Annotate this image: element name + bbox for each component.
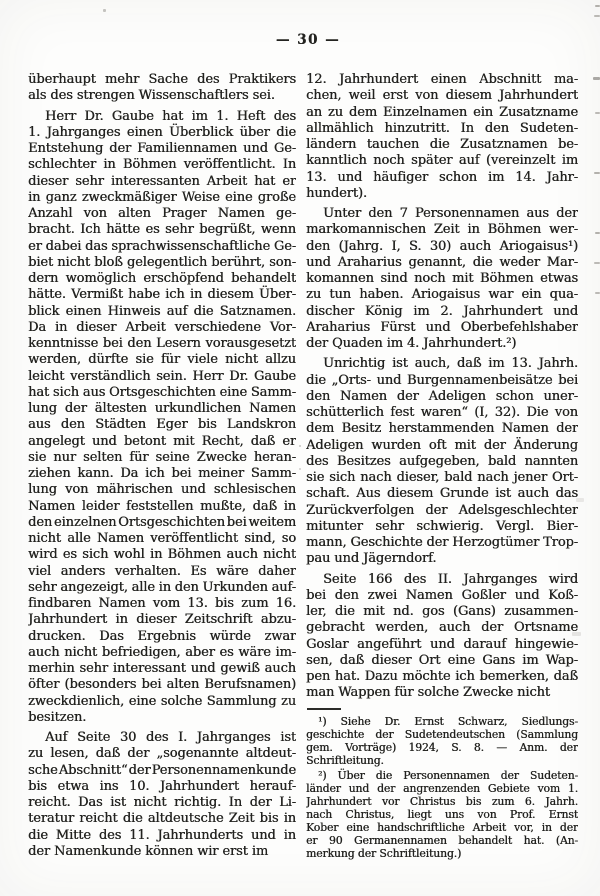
text-line: Zurückverfolgen der Adelsgeschlechter xyxy=(306,502,578,518)
text-line: die „Orts- und Burgennamenbeisätze bei xyxy=(306,372,578,388)
scan-artifact xyxy=(594,262,600,264)
text-line: lung der ältesten urkundlichen Namen xyxy=(28,401,296,416)
text-line: blick einen Hinweis auf die Satznamen. xyxy=(28,303,296,319)
text-line: bei den zwei Namen Goßler und Koß- xyxy=(306,587,578,603)
text-line: sche Abschnitt“ der Personennamenkunde xyxy=(28,762,296,778)
text-line: Goslar angeführt und darauf hingewie- xyxy=(306,636,578,652)
text-line: der Namenkunde können wir erst im xyxy=(28,843,269,859)
text-line: den einzelnen Ortsgeschichten bei weitem xyxy=(28,514,296,530)
text-line: kenntnisse bei den Lesern vorausgesetzt xyxy=(28,336,296,351)
paragraph xyxy=(28,109,296,727)
text-line: zu tun haben. Ariogaisus war ein qua- xyxy=(306,287,578,303)
text-line: Seite 166 des II. Jahrganges wird xyxy=(323,571,578,587)
text-line: den Namen der Adeligen schon uner- xyxy=(306,388,578,404)
text-line: dern womöglich erschöpfend behandelt xyxy=(28,271,296,286)
text-line: den (Jahrg. I, S. 30) auch Ariogaisus¹) xyxy=(306,238,578,254)
text-line: merhin sehr interessant und gewiß auch xyxy=(28,661,296,676)
text-line: an zu dem Einzelnamen ein Zusatzname xyxy=(306,104,578,120)
text-line: drucken. Das Ergebnis würde zwar xyxy=(28,628,296,644)
text-line: gem. Vorträge) 1924, S. 8. — Anm. der xyxy=(306,740,578,754)
footnote-separator-rule xyxy=(307,708,341,710)
text-line: schlechter in Böhmen veröffentlicht. In xyxy=(28,157,296,173)
text-line: nicht alle Namen veröffentlicht sind, so xyxy=(28,531,296,546)
paragraph xyxy=(306,769,578,861)
text-line: 13. und häufiger schon im 14. Jahr- xyxy=(306,169,578,185)
text-line: bis etwa ins 10. Jahrhundert herauf- xyxy=(28,778,296,794)
text-line: als des strengen Wissenschaftlers sei. xyxy=(28,88,275,104)
text-line: merkung der Schriftleitung.) xyxy=(306,847,462,861)
paragraph xyxy=(306,72,578,202)
scan-artifact xyxy=(595,5,600,7)
scan-artifact xyxy=(299,468,301,470)
text-line: geschichte der Sudetendeutschen (Sammlung xyxy=(306,727,578,741)
text-line: zu lesen, daß der „sogenannte altdeut- xyxy=(28,746,296,762)
scan-artifact xyxy=(595,112,600,114)
text-line: des Besitzes aufgegeben, bald nannten xyxy=(306,453,578,469)
text-line: chen, weil erst von diesem Jahrhundert xyxy=(306,88,578,104)
scan-artifact xyxy=(595,292,600,294)
text-line: dieser sehr interessanten Arbeit hat er xyxy=(28,173,296,189)
text-line: sen, daß dieser Ort eine Gans im Wap- xyxy=(306,652,578,668)
paragraph xyxy=(28,72,296,105)
scan-artifact xyxy=(299,445,301,447)
footnotes xyxy=(306,715,578,861)
right-text-column xyxy=(306,72,578,861)
text-line: Da in dieser Arbeit verschiedene Vor- xyxy=(28,319,296,335)
scan-artifact xyxy=(595,232,600,234)
right-column-body xyxy=(306,72,578,702)
text-line: leicht verständlich sein. Herr Dr. Gaube xyxy=(28,368,296,384)
paragraph xyxy=(28,730,296,860)
text-line: aus den Städten Eger bis Landskron xyxy=(28,417,296,433)
text-line: kanntlich noch später auf (vereinzelt im xyxy=(306,153,578,169)
text-line: schütterlich fest waren“ (I, 32). Die von xyxy=(306,405,578,420)
text-line: Auf Seite 30 des I. Jahrganges ist xyxy=(45,730,296,745)
text-line: Schriftleitung. xyxy=(306,753,384,767)
page-number: — 30 — xyxy=(275,32,341,48)
text-line: ¹) Siehe Dr. Ernst Schwarz, Siedlungs- xyxy=(318,714,578,728)
text-line: discher König im 2. Jahrhundert und xyxy=(306,303,578,319)
text-line: Namen leider feststellen mußte, daß in xyxy=(28,498,296,514)
text-line: pau und Jägerndorf. xyxy=(306,551,437,567)
text-line: werden, dürfte sie für viele nicht allzu xyxy=(28,352,296,368)
text-line: 12. Jahrhundert einen Abschnitt ma- xyxy=(306,72,578,87)
text-line: pen hat. Dazu möchte ich bemerken, daß xyxy=(306,669,578,684)
paragraph xyxy=(306,572,578,702)
text-line: zweckdienlich, eine solche Sammlung zu xyxy=(28,693,296,709)
text-line: lung von mährischen und schlesischen xyxy=(28,482,296,498)
text-line: er 90 Germanennamen behandelt hat. (An- xyxy=(306,834,578,848)
scan-artifact xyxy=(576,498,584,502)
scan-artifact xyxy=(594,172,600,174)
text-line: findbaren Namen vom 13. bis zum 16. xyxy=(28,596,296,611)
left-text-column xyxy=(28,72,296,861)
text-line: sie nur selten für seine Zwecke heran- xyxy=(28,449,296,465)
text-line: nach Christus, liegt uns von Prof. Ernst xyxy=(306,808,578,822)
text-line: komannen sind noch mit Böhmen etwas xyxy=(306,271,578,286)
text-line: man Wappen für solche Zwecke nicht xyxy=(306,685,550,701)
text-line: besitzen. xyxy=(28,709,87,725)
text-line: mann, Geschichte der Herzogtümer Trop- xyxy=(306,535,578,550)
text-line: sie sich nach dieser, bald nach jener Ort- xyxy=(306,470,578,485)
text-line: viel anders verhalten. Es wäre daher xyxy=(28,563,296,579)
text-line: in ganz zweckmäßiger Weise eine große xyxy=(28,189,296,205)
text-line: markomannischen Zeit in Böhmen wer- xyxy=(306,222,578,238)
scan-artifact xyxy=(593,77,600,80)
scan-artifact xyxy=(103,9,106,12)
text-line: Entstehung der Familiennamen und Ge- xyxy=(28,141,296,156)
text-line: gebracht werden, auch der Ortsname xyxy=(306,620,578,636)
paragraph xyxy=(306,356,578,567)
text-line: die Mitte des 11. Jahrhunderts und in xyxy=(28,827,296,843)
text-line: biet nicht bloß gelegentlich berührt, son- xyxy=(28,254,296,270)
scan-artifact xyxy=(572,632,581,636)
text-line: bracht. Ich hätte es sehr begrüßt, wenn xyxy=(28,222,296,238)
text-line: hat sich aus Ortsgeschichten eine Samm- xyxy=(28,384,296,400)
text-line: und Araharius genannt, die weder Mar- xyxy=(306,254,578,270)
text-line: Unrichtig ist auch, daß im 13. Jahrh. xyxy=(323,356,578,372)
text-columns xyxy=(28,72,578,861)
text-line: mitunter sehr schwierig. Vergl. Bier- xyxy=(306,518,578,534)
text-line: 1. Jahrganges einen Überblick über die xyxy=(28,124,296,140)
text-line: teratur reicht die altdeutsche Zeit bis in xyxy=(28,811,296,827)
text-line: er dabei das sprachwissenschaftliche Ge- xyxy=(28,238,296,254)
text-line: Kober eine handschriftliche Arbeit vor, in der xyxy=(306,821,578,835)
text-line: Unter den 7 Personennamen aus der xyxy=(323,206,578,221)
text-line: hundert). xyxy=(306,185,367,201)
text-line: Jahrhundert in dieser Zeitschrift abzu- xyxy=(28,612,296,628)
text-line: öfter (besonders bei alten Berufsnamen) xyxy=(28,677,296,693)
text-line: reicht. Das ist nicht richtig. In der Li- xyxy=(28,795,296,810)
text-line: ²) Über die Personennamen der Sudeten- xyxy=(318,768,578,782)
text-line: Adeligen wurden oft mit der Änderung xyxy=(306,437,578,453)
text-line: überhaupt mehr Sache des Praktikers xyxy=(28,72,296,87)
text-line: dem Besitz herstammenden Namen der xyxy=(306,421,578,437)
text-line: sehr angezeigt, alle in den Urkunden auf- xyxy=(28,579,296,595)
text-line: ziehen kann. Da ich bei meiner Samm- xyxy=(28,466,296,481)
text-line: Anzahl von alten Prager Namen ge- xyxy=(28,206,296,221)
text-line: ler, die mit nd. gos (Gans) zusammen- xyxy=(306,604,578,619)
text-line: hätte. Vermißt habe ich in diesem Über- xyxy=(28,287,296,303)
text-line: allmählich hinzutritt. In den Sudeten- xyxy=(306,120,578,136)
text-line: ländern tauchen die Zusatznamen be- xyxy=(306,137,578,152)
text-line: länder und der angrenzenden Gebiete vom 1. xyxy=(306,781,578,795)
text-line: Araharius Fürst und Oberbefehlshaber xyxy=(306,319,578,335)
text-line: Jahrhundert vor Christus bis zum 6. Jahrh. xyxy=(306,795,578,809)
paragraph xyxy=(306,715,578,767)
text-line: der Quaden im 4. Jahrhundert.²) xyxy=(306,336,517,351)
text-line: angelegt und betont mit Recht, daß er xyxy=(28,433,296,449)
text-line: Herr Dr. Gaube hat im 1. Heft des xyxy=(45,108,296,124)
scan-artifact xyxy=(594,15,600,17)
text-line: auch nicht befriedigen, aber es wäre im- xyxy=(28,644,296,660)
text-line: schaft. Aus diesem Grunde ist auch das xyxy=(306,486,578,502)
text-line: wird es sich wohl in Böhmen auch nicht xyxy=(28,547,296,563)
paragraph xyxy=(306,206,578,352)
